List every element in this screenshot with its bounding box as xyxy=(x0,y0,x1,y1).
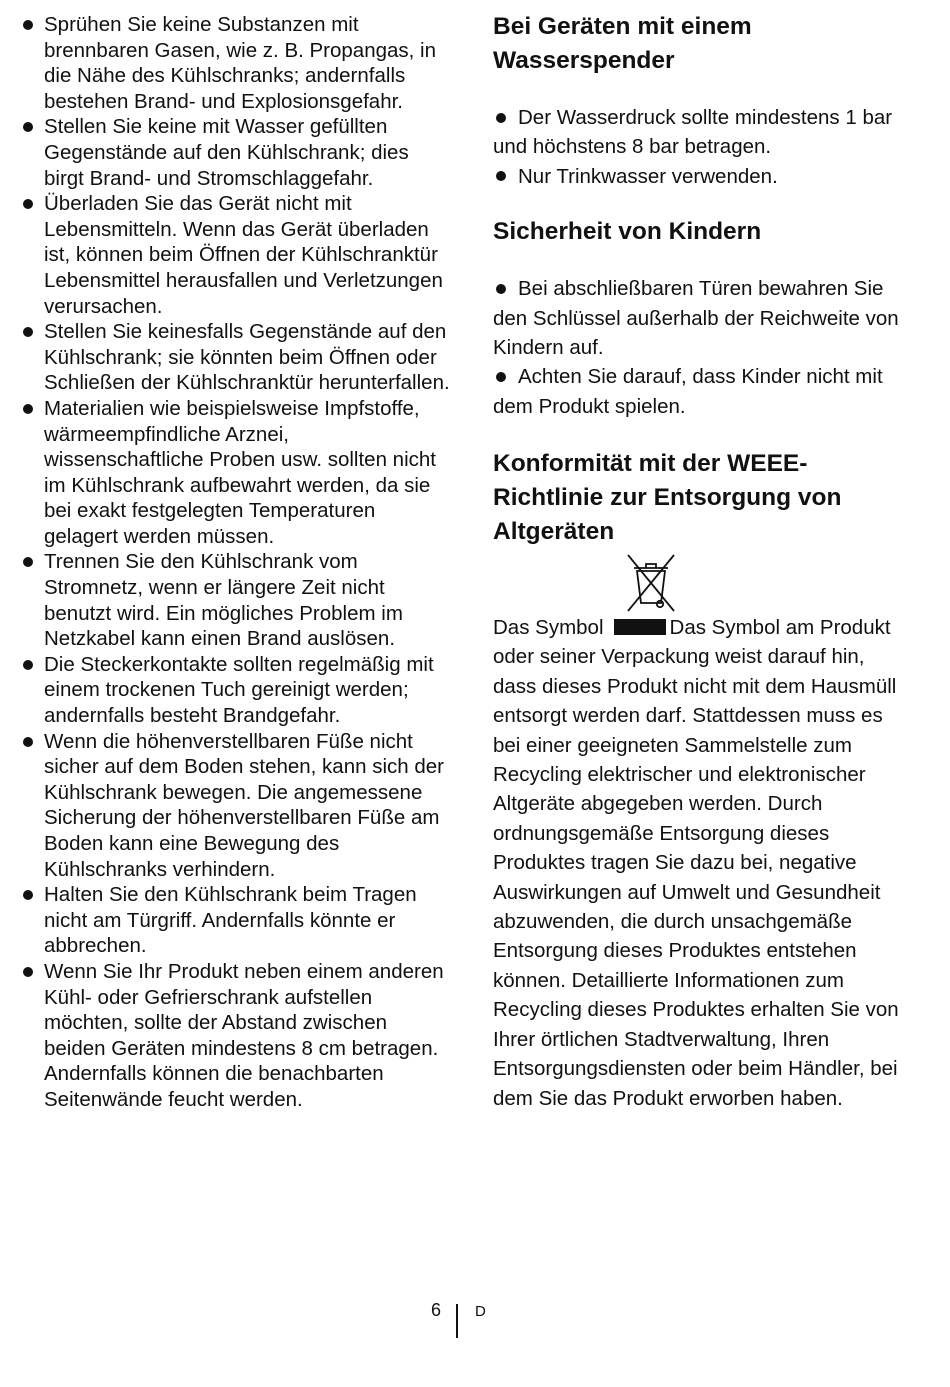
heading-line: Wasserspender xyxy=(493,47,675,74)
heading-line: Richtlinie zur Entsorgung von xyxy=(493,484,842,512)
list-item: Die Steckerkontakte sollten regelmäßig mit einem trockenen Tuch gereinigt werden; andernfalls besteht Brandgefahr. xyxy=(22,652,452,729)
redacted-symbol-bar xyxy=(614,619,666,635)
list-item: Überladen Sie das Gerät nicht mit Lebensmitteln. Wenn das Gerät überladen ist, können beim Öffnen der Kühlschranktür Lebensmittel herausfallen und Verletzungen verursachen. xyxy=(22,191,452,319)
child-safety-heading: Sicherheit von Kindern xyxy=(493,218,762,246)
footer-divider xyxy=(456,1304,458,1338)
water-dispenser-heading xyxy=(493,10,913,78)
page-number: 6 xyxy=(431,1300,442,1320)
children-play-bullet: Achten Sie darauf, dass Kinder nicht mit dem Produkt spielen. xyxy=(493,362,913,421)
weee-heading xyxy=(493,447,913,549)
crossed-out-wheelie-bin-icon xyxy=(625,549,677,613)
list-item: Halten Sie den Kühlschrank beim Tragen nicht am Türgriff. Andernfalls könnte er abbrechen. xyxy=(22,882,452,959)
right-column xyxy=(493,10,913,1110)
water-dispenser-section xyxy=(493,103,913,191)
list-item: Sprühen Sie keine Substanzen mit brennbaren Gasen, wie z. B. Propangas, in die Nähe des Kühlschranks; andernfalls bestehen Brand- und Explosionsgefahr. xyxy=(22,12,452,114)
weee-disposal-paragraph xyxy=(493,613,913,1113)
safety-warnings-list xyxy=(22,12,452,1113)
drinking-water-bullet: Nur Trinkwasser verwenden. xyxy=(493,162,913,191)
list-item: Wenn die höhenverstellbaren Füße nicht sicher auf dem Boden stehen, kann sich der Kühlschrank bewegen. Die angemessene Sicherung der höhenverstellbaren Füße am Boden kann eine Bewegung des Kühlschranks verhindern. xyxy=(22,729,452,883)
symbol-prefix-text: Das Symbol xyxy=(493,616,604,639)
water-pressure-bullet: Der Wasserdruck sollte mindestens 1 bar und höchstens 8 bar betragen. xyxy=(493,103,913,162)
child-safety-section xyxy=(493,274,913,421)
list-item: Stellen Sie keine mit Wasser gefüllten Gegenstände auf den Kühlschrank; dies birgt Brand- und Stromschlaggefahr. xyxy=(22,114,452,191)
heading-line: Altgeräten xyxy=(493,518,615,546)
lockable-door-bullet: Bei abschließbaren Türen bewahren Sie den Schlüssel außerhalb der Reichweite von Kindern auf. xyxy=(493,274,913,362)
language-code: D xyxy=(475,1303,486,1320)
list-item: Stellen Sie keinesfalls Gegenstände auf den Kühlschrank; sie könnten beim Öffnen oder Schließen der Kühlschranktür herunterfallen. xyxy=(22,319,452,396)
list-item: Materialien wie beispielsweise Impfstoffe, wärmeempfindliche Arznei, wissenschaftliche Proben usw. sollten nicht im Kühlschrank aufbewahrt werden, da sie bei exakt festgelegten Temperaturen gelagert werden müssen. xyxy=(22,396,452,550)
heading-line: Konformität mit der WEEE- xyxy=(493,450,808,478)
weee-body-text: Das Symbol am Produkt oder seiner Verpackung weist darauf hin, dass dieses Produkt nicht mit dem Hausmüll entsorgt werden darf. Stattdessen muss es bei einer geeigneten Sammelstelle zum Recycling elektrischer und elektronischer Altgeräte abgegeben werden. Durch ordnungsgemäße Entsorgung dieses Produktes tragen Sie dazu bei, negative Auswirkungen auf Umwelt und Gesundheit abzuwenden, die durch unsachgemäße Entsorgung dieses Produktes entstehen können. Detaillierte Informationen zum Recycling dieses Produktes erhalten Sie von Ihrer örtlichen Stadtverwaltung, Ihren Entsorgungsdiensten oder beim Händler, bei dem Sie das Produkt erworben haben. xyxy=(493,616,899,1110)
heading-line: Bei Geräten mit einem xyxy=(493,13,752,40)
list-item: Trennen Sie den Kühlschrank vom Stromnetz, wenn er längere Zeit nicht benutzt wird. Ein mögliches Problem im Netzkabel kann einen Brand auslösen. xyxy=(22,549,452,651)
safety-warnings-column xyxy=(22,12,452,1113)
list-item: Wenn Sie Ihr Produkt neben einem anderen Kühl- oder Gefrierschrank aufstellen möchten, sollte der Abstand zwischen beiden Geräten mindestens 8 cm betragen. Andernfalls können die benachbarten Seitenwände feucht werden. xyxy=(22,959,452,1113)
page-footer xyxy=(0,1298,950,1343)
